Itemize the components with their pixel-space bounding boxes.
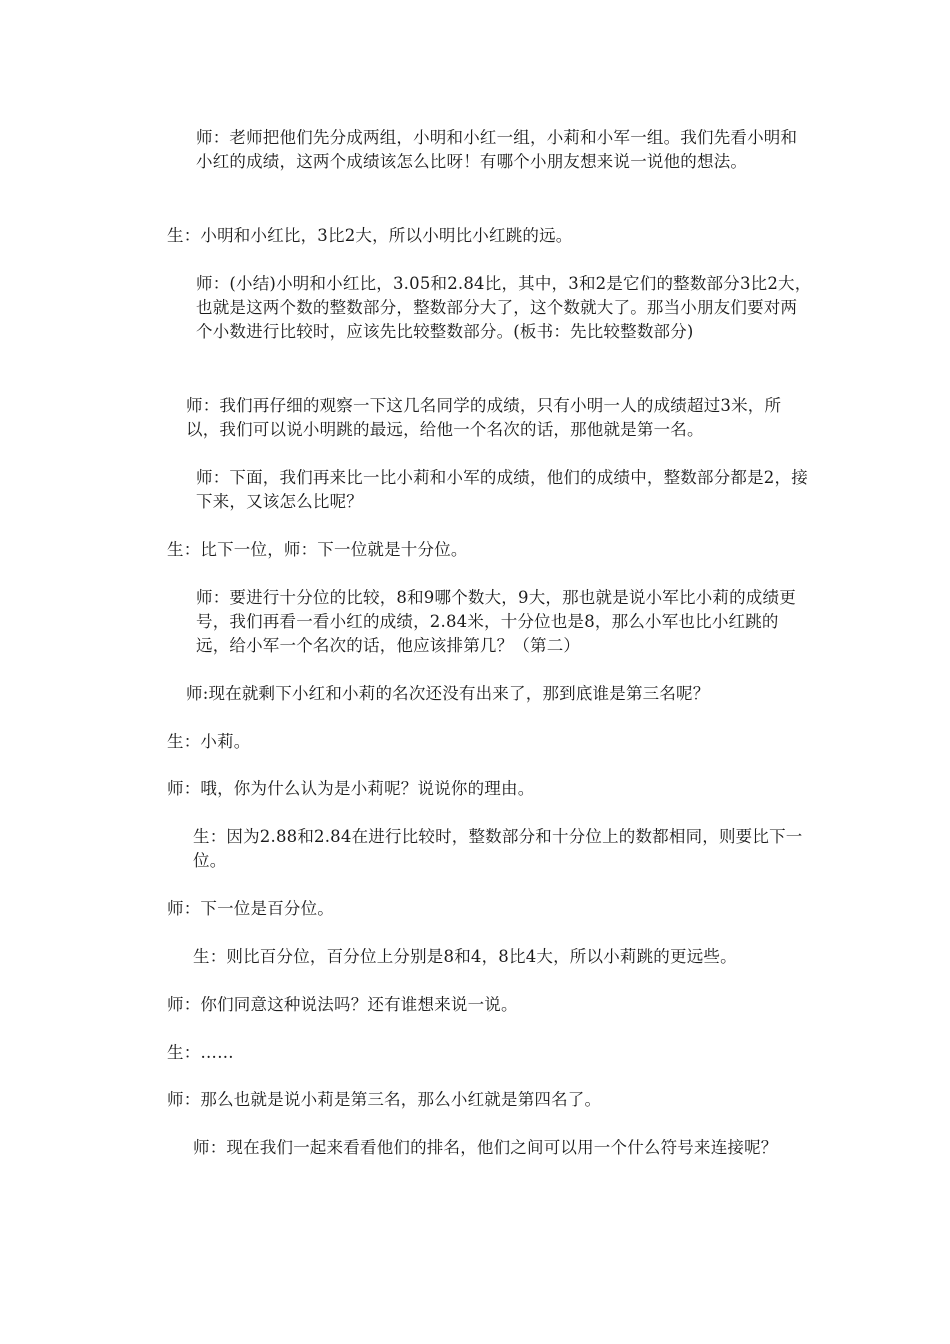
paragraph-teacher-third-place-question: 师:现在就剩下小红和小莉的名次还没有出来了，那到底谁是第三名呢？ [186, 684, 710, 703]
paragraph-teacher-hundredths: 师：下一位是百分位。 [167, 899, 334, 918]
paragraph-student-compare-integer: 生：小明和小红比，3比2大，所以小明比小红跳的远。 [167, 226, 573, 245]
paragraph-student-answer-xiaoli: 生：小莉。 [167, 732, 251, 751]
paragraph-student-next-digit: 生：比下一位，师：下一位就是十分位。 [167, 540, 468, 559]
paragraph-teacher-agree: 师：你们同意这种说法吗？还有谁想来说一说。 [167, 995, 518, 1014]
paragraph-teacher-next-compare: 师：下面，我们再来比一比小莉和小军的成绩，他们的成绩中，整数部分都是2，接下来，又该怎么比呢？ [196, 468, 808, 511]
paragraph-student-reason: 生：因为2.88和2.84在进行比较时，整数部分和十分位上的数都相同，则要比下一位。 [193, 827, 803, 870]
paragraph-student-compare-hundredths: 生：则比百分位，百分位上分别是8和4，8比4大，所以小莉跳的更远些。 [193, 947, 737, 966]
paragraph-teacher-tenths: 师：要进行十分位的比较，8和9哪个数大，9大，那也就是说小军比小莉的成绩更号，我们再看一看小红的成绩，2.84米，十分位也是8，那么小军也比小红跳的远，给小军一个名次的话，他应该排第几？（第二） [196, 588, 796, 655]
paragraph-teacher-symbol-question: 师：现在我们一起来看看他们的排名，他们之间可以用一个什么符号来连接呢？ [193, 1138, 778, 1157]
paragraph-teacher-ranking: 师：那么也就是说小莉是第三名，那么小红就是第四名了。 [167, 1090, 602, 1109]
paragraph-student-ellipsis: 生：…… [167, 1043, 234, 1062]
paragraph-teacher-grouping: 师：老师把他们先分成两组，小明和小红一组，小莉和小军一组。我们先看小明和小红的成绩，这两个成绩该怎么比呀！有哪个小朋友想来说一说他的想法。 [196, 128, 798, 171]
paragraph-teacher-ask-reason: 师：哦，你为什么认为是小莉呢？说说你的理由。 [167, 779, 535, 798]
paragraph-teacher-summary: 师：(小结)小明和小红比，3.05和2.84比，其中，3和2是它们的整数部分3比2大，也就是这两个数的整数部分，整数部分大了，这个数就大了。那当小朋友们要对两个小数进行比较时，应该先比较整数部分。(板书：先比较整数部分) [196, 274, 812, 341]
paragraph-teacher-first-place: 师：我们再仔细的观察一下这几名同学的成绩，只有小明一人的成绩超过3米，所以，我们可以说小明跳的最远，给他一个名次的话，那他就是第一名。 [186, 396, 782, 439]
